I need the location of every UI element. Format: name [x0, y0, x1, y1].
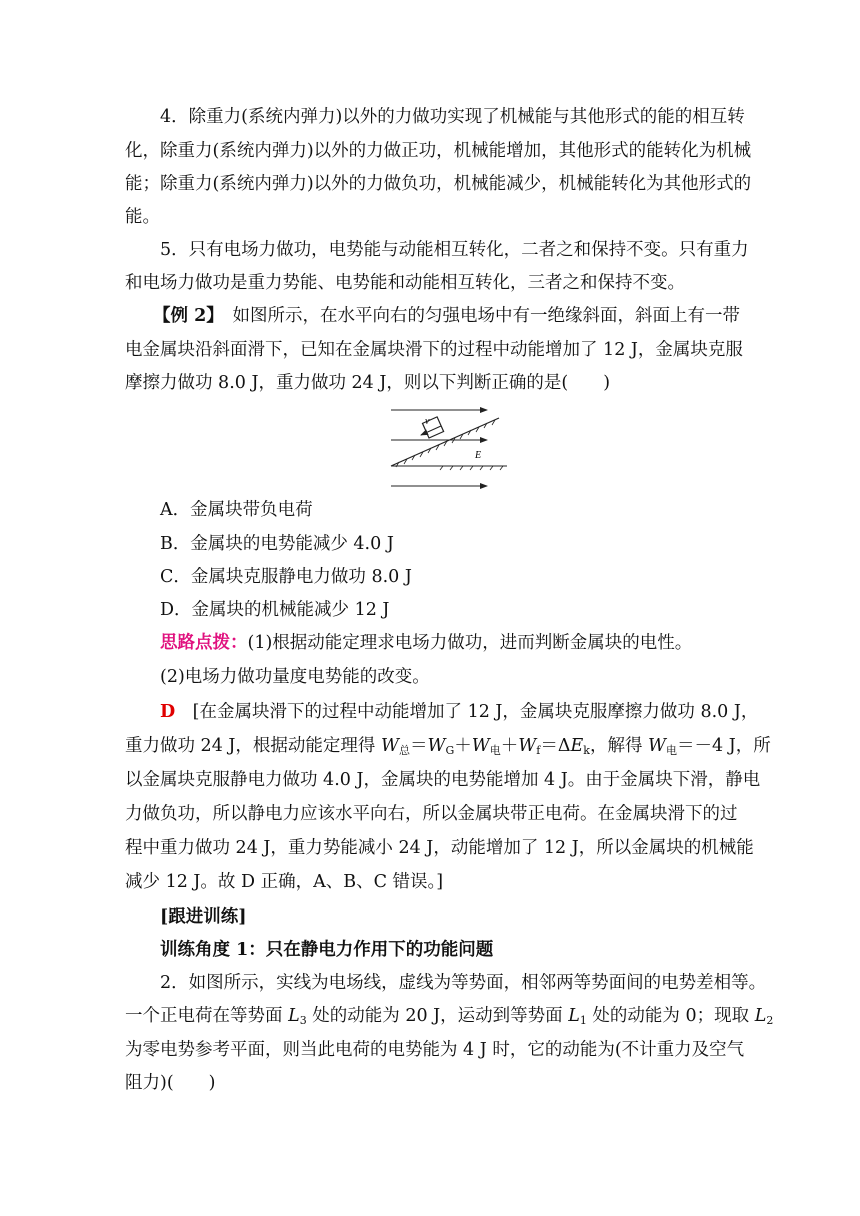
point-4-line-4: 能。: [125, 207, 160, 227]
hint-line-1: [160, 631, 692, 655]
answer-text-1: [在金属块滑下的过程中动能增加了 12 J，金属块克服摩擦力做功 8.0 J，: [175, 702, 759, 722]
subscript-k: k: [583, 744, 590, 757]
option-b: B．金属块的电势能减少 4.0 J: [160, 534, 394, 554]
answer-line-2: [125, 734, 771, 763]
example-2-text: 如图所示，在水平向右的匀强电场中有一绝缘斜面，斜面上有一带: [215, 306, 741, 326]
training-angle-1: 训练角度 1：只在静电力作用下的功能问题: [160, 940, 494, 960]
symbol-l: L: [288, 1006, 300, 1026]
answer-text-2b: ，解得: [589, 736, 649, 756]
symbol-w: W: [518, 736, 537, 756]
follow-title: [跟进训练]: [160, 907, 247, 927]
hint-label: 思路点拨：: [160, 633, 248, 653]
symbol-w: W: [471, 736, 490, 756]
question-2-line-2: [125, 1004, 773, 1033]
answer-line-1: [160, 700, 758, 724]
subscript-total: 总: [398, 744, 410, 757]
question-2-text-2c: 处的动能为 0；现取: [586, 1006, 755, 1026]
incline-diagram: [383, 404, 513, 490]
subscript-electric: 电: [666, 744, 678, 757]
incline-surface: [391, 418, 499, 466]
point-4-line-1: 4．除重力(系统内弹力)以外的力做功实现了机械能与其他形式的能的相互转: [160, 107, 745, 127]
option-a: A．金属块带负电荷: [160, 500, 313, 520]
answer-text-2a: 重力做功 24 J，根据动能定理得: [125, 736, 381, 756]
incline-figure: [383, 404, 513, 490]
point-5-line-1: 5．只有电场力做功，电势能与动能相互转化，二者之和保持不变。只有重力: [160, 240, 749, 260]
velocity-label: v: [425, 416, 430, 427]
example-2-line-1: [153, 304, 740, 328]
subscript-1: 1: [579, 1014, 587, 1027]
point-4-line-3: 能；除重力(系统内弹力)以外的力做负功，机械能减少，机械能转化为其他形式的: [125, 174, 752, 194]
equals-sign: ＝: [409, 736, 428, 756]
plus-sign: ＋: [500, 736, 519, 756]
incline-hatching: [396, 420, 503, 470]
point-5-line-2: 和电场力做功是重力势能、电势能和动能相互转化，三者之和保持不变。: [125, 273, 685, 293]
symbol-e: E: [570, 736, 584, 756]
option-d: D．金属块的机械能减少 12 J: [160, 600, 390, 620]
subscript-electric: 电: [489, 744, 501, 757]
answer-line-6: 减少 12 J。故 D 正确，A、B、C 错误。]: [125, 872, 444, 892]
symbol-w: W: [380, 736, 399, 756]
symbol-w: W: [427, 736, 446, 756]
question-2-line-1: 2．如图所示，实线为电场线，虚线为等势面，相邻两等势面间的电势差相等。: [160, 973, 767, 993]
question-2-text-2a: 一个正电荷在等势面: [125, 1006, 289, 1026]
answer-line-3: 以金属块克服静电力做功 4.0 J，金属块的电势能增加 4 J。由于金属块下滑，静电: [125, 770, 761, 790]
example-2-line-2: 电金属块沿斜面滑下，已知在金属块滑下的过程中动能增加了 12 J，金属块克服: [125, 340, 743, 360]
example-2-line-3: 摩擦力做功 8.0 J，重力做功 24 J，则以下判断正确的是( ): [125, 373, 611, 393]
plus-sign: ＋: [454, 736, 472, 756]
field-label: E: [475, 450, 482, 461]
subscript-f: f: [536, 744, 541, 757]
question-2-text-2b: 处的动能为 20 J，运动到等势面: [306, 1006, 569, 1026]
answer-line-4: 力做负功，所以静电力应该水平向右，所以金属块带正电荷。在金属块滑下的过: [125, 804, 738, 824]
symbol-l: L: [568, 1006, 580, 1026]
answer-line-5: 程中重力做功 24 J，重力势能减小 24 J，动能增加了 12 J，所以金属块的机械能: [125, 838, 754, 858]
hint-line-2: (2)电场力做功量度电势能的改变。: [160, 667, 430, 687]
example-2-label: 【例 2】: [153, 306, 216, 326]
question-2-line-3: 为零电势参考平面，则当此电荷的电势能为 4 J 时，它的动能为(不计重力及空气: [125, 1040, 745, 1060]
equals-delta: ＝Δ: [540, 736, 571, 756]
point-4-line-2: 化，除重力(系统内弹力)以外的力做正功，机械能增加，其他形式的能转化为机械: [125, 141, 752, 161]
symbol-w: W: [648, 736, 667, 756]
option-c: C．金属块克服静电力做功 8.0 J: [160, 567, 412, 587]
subscript-2: 2: [766, 1014, 774, 1027]
hint-text-1: (1)根据动能定理求电场力做功，进而判断金属块的电性。: [247, 633, 693, 653]
question-2-line-4: 阻力)( ): [125, 1073, 216, 1093]
symbol-l: L: [754, 1006, 767, 1026]
answer-letter: D: [160, 702, 176, 722]
subscript-3: 3: [299, 1014, 307, 1027]
answer-text-2c: ＝－4 J，所: [677, 736, 771, 756]
subscript-g: G: [445, 744, 455, 757]
